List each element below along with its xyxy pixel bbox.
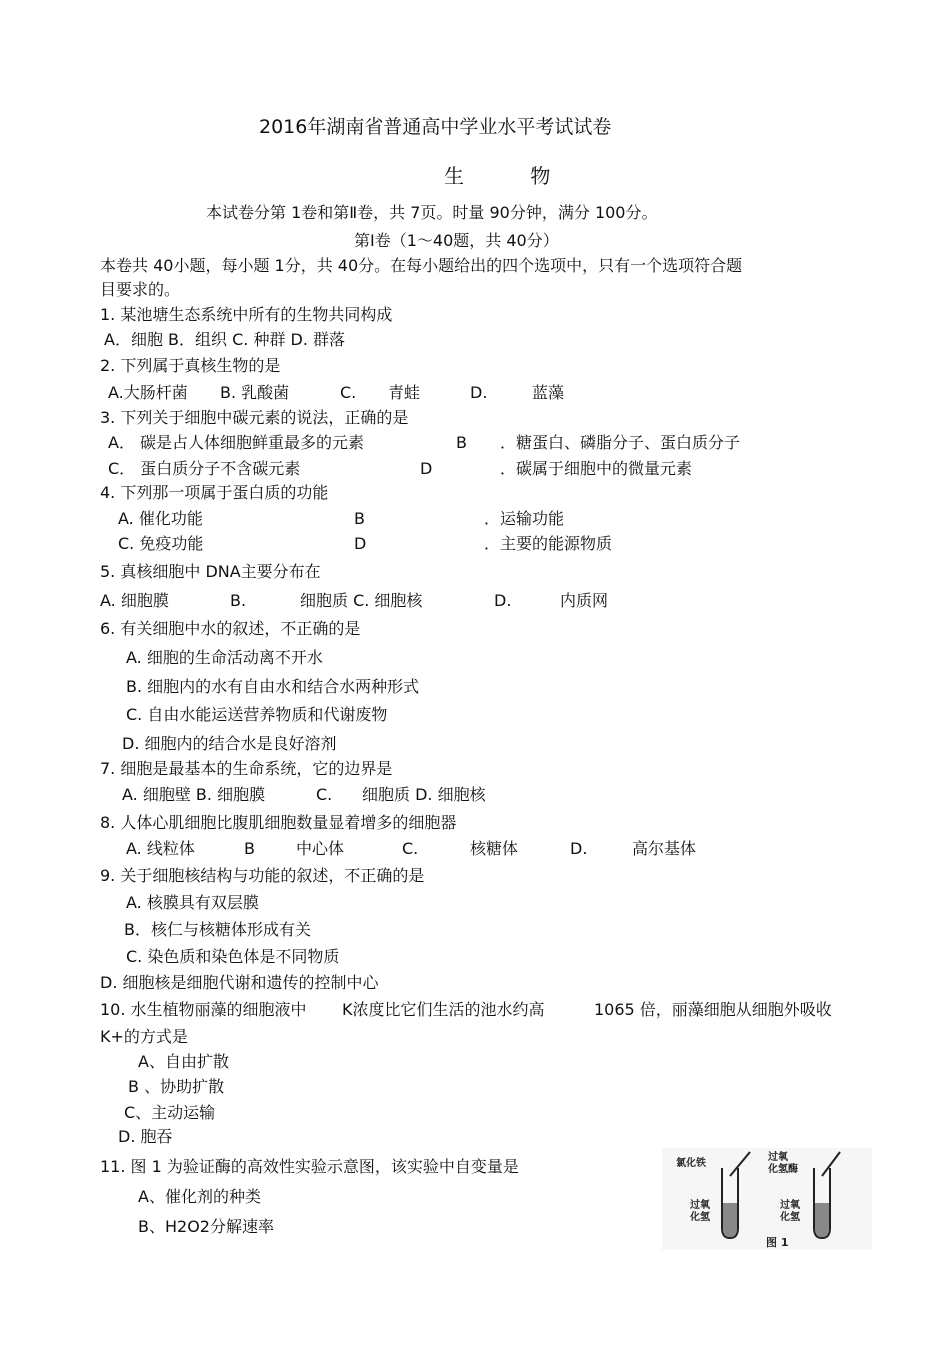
exam-info: 本试卷分第 1卷和第Ⅱ卷，共 7页。时量 90分钟，满分 100分。 — [206, 203, 658, 222]
question-4-option-d-text: ．主要的能源物质 — [484, 534, 613, 553]
question-8-option-d-text: 高尔基体 — [632, 839, 697, 858]
label-catalase-1: 过氧 — [768, 1152, 788, 1163]
question-2-option-d: D. — [470, 383, 488, 402]
section-title: 第Ⅰ卷（1～40题，共 40分） — [354, 231, 559, 250]
question-2-option-c: C. — [340, 383, 357, 402]
question-10-option-c: C、主动运输 — [124, 1103, 216, 1122]
question-8-option-b-text: 中心体 — [296, 839, 345, 858]
question-3-option-c: C． 蛋白质分子不含碳元素 — [108, 459, 301, 478]
question-8-option-c: C. — [402, 839, 419, 858]
label-catalase-2: 化氢酶 — [768, 1164, 798, 1175]
figure-caption: 图 1 — [766, 1236, 789, 1249]
question-6-stem: 6. 有关细胞中水的叙述，不正确的是 — [100, 619, 361, 638]
label-right-h2o2-2: 化氢 — [780, 1212, 800, 1223]
question-7-stem: 7. 细胞是最基本的生命系统，它的边界是 — [100, 759, 393, 778]
question-3-option-b: B — [456, 433, 467, 452]
question-1-options: A．细胞 B．组织 C. 种群 D. 群落 — [104, 330, 346, 349]
question-7-option-ab: A. 细胞壁 B. 细胞膜 — [122, 785, 266, 804]
question-6-option-a: A. 细胞的生命活动离不开水 — [126, 648, 323, 667]
question-10-stem-line-2: K+的方式是 — [100, 1027, 188, 1046]
question-5-option-a: A. 细胞膜 — [100, 591, 169, 610]
question-4-option-c: C. 免疫功能 — [118, 534, 204, 553]
question-8-option-d: D. — [570, 839, 588, 858]
question-6-option-b: B. 细胞内的水有自由水和结合水两种形式 — [126, 677, 420, 696]
question-5-option-d: D. — [494, 591, 512, 610]
question-2-option-b: B. 乳酸菌 — [220, 383, 290, 402]
question-7-option-c: C. — [316, 785, 333, 804]
question-10-option-d: D. 胞吞 — [118, 1127, 173, 1146]
question-10-option-b: B 、协助扩散 — [128, 1077, 225, 1096]
question-2-option-a: A.大肠杆菌 — [108, 383, 188, 402]
question-2-stem: 2. 下列属于真核生物的是 — [100, 356, 281, 375]
question-2-option-c-text: 青蛙 — [388, 383, 421, 402]
figure-1-test-tubes — [662, 1148, 872, 1250]
question-5-option-b: B. — [230, 591, 247, 610]
question-6-option-d: D. 细胞内的结合水是良好溶剂 — [122, 734, 337, 753]
question-9-option-d: D. 细胞核是细胞代谢和遗传的控制中心 — [100, 973, 379, 992]
question-4-option-a: A. 催化功能 — [118, 509, 203, 528]
question-8-stem: 8. 人体心肌细胞比腹肌细胞数量显着增多的细胞器 — [100, 813, 457, 832]
question-3-option-b-text: ．糖蛋白、磷脂分子、蛋白质分子 — [500, 433, 741, 452]
question-2-option-d-text: 蓝藻 — [532, 383, 565, 402]
question-9-option-b: B．核仁与核糖体形成有关 — [124, 920, 311, 939]
question-7-option-c-text: 细胞质 D. 细胞核 — [362, 785, 486, 804]
question-4-option-b-text: ．运输功能 — [484, 509, 565, 528]
question-9-option-c: C. 染色质和染色体是不同物质 — [126, 947, 340, 966]
question-11-stem: 11. 图 1 为验证酶的高效性实验示意图，该实验中自变量是 — [100, 1157, 519, 1176]
label-left-h2o2-2: 化氢 — [690, 1212, 710, 1223]
question-4-option-d: D — [354, 534, 367, 553]
question-4-option-b: B — [354, 509, 365, 528]
question-5-stem: 5. 真核细胞中 DNA主要分布在 — [100, 562, 321, 581]
question-6-option-c: C. 自由水能运送营养物质和代谢废物 — [126, 705, 388, 724]
question-10-option-a: A、自由扩散 — [138, 1052, 229, 1071]
label-ferric-chloride: 氯化铁 — [676, 1158, 706, 1169]
question-3-option-a: A． 碳是占人体细胞鲜重最多的元素 — [108, 433, 365, 452]
question-3-option-d-text: ．碳属于细胞中的微量元素 — [500, 459, 693, 478]
question-3-stem: 3. 下列关于细胞中碳元素的说法，正确的是 — [100, 408, 409, 427]
question-4-stem: 4. 下列那一项属于蛋白质的功能 — [100, 483, 329, 502]
question-9-stem: 9. 关于细胞核结构与功能的叙述，不正确的是 — [100, 866, 425, 885]
instructions-line-1: 本卷共 40小题，每小题 1分，共 40分。在每小题给出的四个选项中，只有一个选项符合题 — [100, 256, 743, 275]
subject-title: 生 物 — [444, 164, 581, 188]
question-8-option-b: B — [244, 839, 255, 858]
question-10-stem-part-1: 10. 水生植物丽藻的细胞液中 — [100, 1000, 307, 1019]
question-5-option-d-text: 内质网 — [560, 591, 609, 610]
question-11-option-a: A、催化剂的种类 — [138, 1187, 261, 1206]
question-1-stem: 1. 某池塘生态系统中所有的生物共同构成 — [100, 305, 393, 324]
question-8-option-c-text: 核糖体 — [470, 839, 519, 858]
question-10-stem-part-3: 1065 倍，丽藻细胞从细胞外吸收 — [594, 1000, 832, 1019]
question-10-stem-part-2: K浓度比它们生活的池水约高 — [342, 1000, 545, 1019]
exam-title: 2016年湖南省普通高中学业水平考试试卷 — [259, 116, 612, 138]
instructions-line-2: 目要求的。 — [100, 280, 181, 299]
question-5-option-b-text: 细胞质 C. 细胞核 — [300, 591, 423, 610]
label-left-h2o2-1: 过氧 — [690, 1200, 710, 1211]
question-11-option-b: B、H2O2分解速率 — [138, 1217, 274, 1236]
question-3-option-d: D — [420, 459, 433, 478]
question-9-option-a: A. 核膜具有双层膜 — [126, 893, 259, 912]
label-right-h2o2-1: 过氧 — [780, 1200, 800, 1211]
question-8-option-a: A. 线粒体 — [126, 839, 195, 858]
